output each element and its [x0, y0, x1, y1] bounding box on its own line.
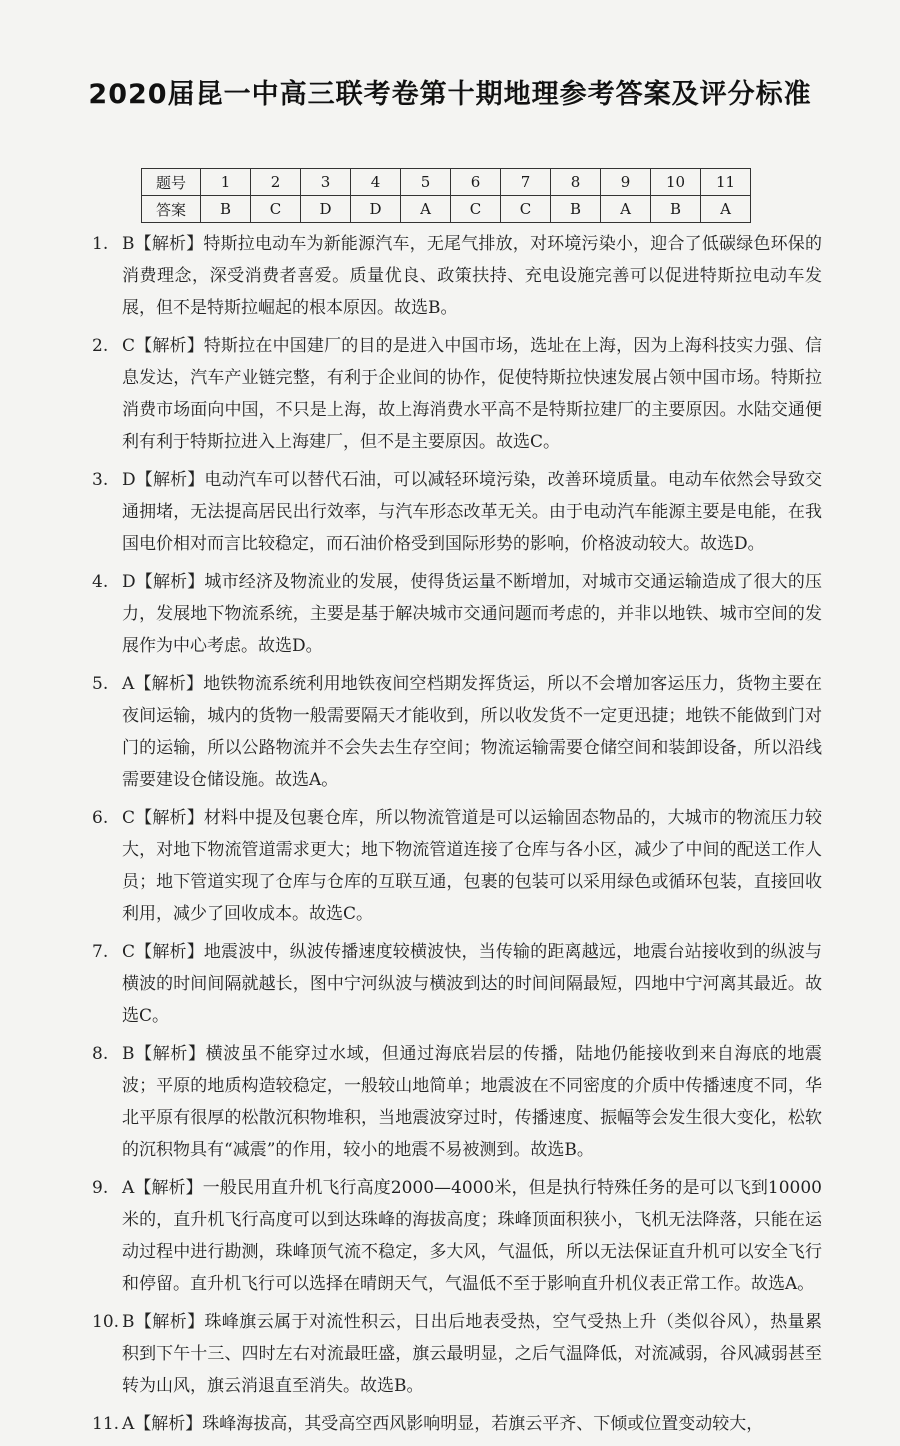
explanation-item [92, 1172, 822, 1300]
item-text: C【解析】材料中提及包裹仓库，所以物流管道是可以运输固态物品的，大城市的物流压力较大，对地下物流管道需求更大；地下物流管道连接了仓库与各小区，减少了中间的配送工作人员；地下管道实现了仓库与仓库的互联互通，包裹的包装可以采用绿色或循环包装，直接回收利用，减少了回收成本。故选C。 [122, 808, 822, 924]
explanation-item [92, 330, 822, 458]
question-number: 2 [251, 169, 301, 196]
item-number: 4. [92, 572, 109, 592]
table-row-label: 题号 [142, 169, 201, 196]
explanation-item [92, 1306, 822, 1402]
answer-cell: A [601, 196, 651, 223]
question-number: 4 [351, 169, 401, 196]
item-text: A【解析】一般民用直升机飞行高度2000—4000米，但是执行特殊任务的是可以飞到10000米的，直升机飞行高度可以到达珠峰的海拔高度；珠峰顶面积狭小，飞机无法降落，只能在运动过程中进行勘测，珠峰顶气流不稳定，多大风，气温低，所以无法保证直升机可以安全飞行和停留。直升机飞行可以选择在晴朗天气，气温低不至于影响直升机仪表正常工作。故选A。 [122, 1178, 822, 1294]
item-number: 6. [92, 808, 109, 828]
answer-cell: C [501, 196, 551, 223]
answer-table [141, 168, 751, 223]
question-number: 9 [601, 169, 651, 196]
item-number: 10. [92, 1312, 120, 1332]
answer-cell: A [701, 196, 751, 223]
explanation-item [92, 668, 822, 796]
explanation-item [92, 228, 822, 324]
item-text: A【解析】地铁物流系统利用地铁夜间空档期发挥货运，所以不会增加客运压力，货物主要在夜间运输，城内的货物一般需要隔天才能收到，所以收发货不一定更迅捷；地铁不能做到门对门的运输，所以公路物流并不会失去生存空间；物流运输需要仓储空间和装卸设备，所以沿线需要建设仓储设施。故选A。 [122, 674, 822, 790]
answer-cell: D [351, 196, 401, 223]
question-number: 7 [501, 169, 551, 196]
item-text: B【解析】特斯拉电动车为新能源汽车，无尾气排放，对环境污染小，迎合了低碳绿色环保的消费理念，深受消费者喜爱。质量优良、政策扶持、充电设施完善可以促进特斯拉电动车发展，但不是特斯拉崛起的根本原因。故选B。 [122, 234, 822, 318]
question-number: 10 [651, 169, 701, 196]
item-text: D【解析】城市经济及物流业的发展，使得货运量不断增加，对城市交通运输造成了很大的压力，发展地下物流系统，主要是基于解决城市交通问题而考虑的，并非以地铁、城市空间的发展作为中心考虑。故选D。 [122, 572, 822, 656]
answer-cell: B [551, 196, 601, 223]
item-number: 1. [92, 234, 109, 254]
question-number: 3 [301, 169, 351, 196]
item-number: 5. [92, 674, 109, 694]
table-row-label: 答案 [142, 196, 201, 223]
question-number: 11 [701, 169, 751, 196]
explanation-item [92, 802, 822, 930]
explanation-item [92, 936, 822, 1032]
question-number: 5 [401, 169, 451, 196]
item-text: C【解析】地震波中，纵波传播速度较横波快，当传输的距离越远，地震台站接收到的纵波与横波的时间间隔就越长，图中宁河纵波与横波到达的时间间隔最短，四地中宁河离其最近。故选C。 [122, 942, 822, 1026]
item-number: 9. [92, 1178, 109, 1198]
explanation-item [92, 566, 822, 662]
explanation-item [92, 1408, 822, 1440]
answer-table-answer-row [142, 196, 751, 223]
question-number: 6 [451, 169, 501, 196]
item-number: 11. [92, 1414, 120, 1434]
item-text: B【解析】横波虽不能穿过水域，但通过海底岩层的传播，陆地仍能接收到来自海底的地震波；平原的地质构造较稳定，一般较山地简单；地震波在不同密度的介质中传播速度不同，华北平原有很厚的松散沉积物堆积，当地震波穿过时，传播速度、振幅等会发生很大变化，松软的沉积物具有“减震”的作用，较小的地震不易被测到。故选B。 [122, 1044, 822, 1160]
item-text: D【解析】电动汽车可以替代石油，可以减轻环境污染，改善环境质量。电动车依然会导致交通拥堵，无法提高居民出行效率，与汽车形态改革无关。由于电动汽车能源主要是电能，在我国电价相对而言比较稳定，而石油价格受到国际形势的影响，价格波动较大。故选D。 [122, 470, 822, 554]
answer-cell: A [401, 196, 451, 223]
answer-cell: B [201, 196, 251, 223]
answer-cell: B [651, 196, 701, 223]
item-text: B【解析】珠峰旗云属于对流性积云，日出后地表受热，空气受热上升（类似谷风），热量累积到下午十三、四时左右对流最旺盛，旗云最明显，之后气温降低，对流减弱，谷风减弱甚至转为山风，旗云消退直至消失。故选B。 [122, 1312, 822, 1396]
explanation-list [92, 228, 822, 1446]
answer-cell: C [251, 196, 301, 223]
item-number: 7. [92, 942, 109, 962]
item-number: 3. [92, 470, 109, 490]
item-number: 8. [92, 1044, 109, 1064]
question-number: 8 [551, 169, 601, 196]
item-text: A【解析】珠峰海拔高，其受高空西风影响明显，若旗云平齐、下倾或位置变动较大， [122, 1414, 764, 1434]
answer-table-number-row [142, 169, 751, 196]
item-number: 2. [92, 336, 109, 356]
question-number: 1 [201, 169, 251, 196]
answer-cell: D [301, 196, 351, 223]
answer-cell: C [451, 196, 501, 223]
item-text: C【解析】特斯拉在中国建厂的目的是进入中国市场，选址在上海，因为上海科技实力强、信息发达，汽车产业链完整，有利于企业间的协作，促使特斯拉快速发展占领中国市场。特斯拉消费市场面向中国，不只是上海，故上海消费水平高不是特斯拉建厂的主要原因。水陆交通便利有利于特斯拉进入上海建厂，但不是主要原因。故选C。 [122, 336, 822, 452]
explanation-item [92, 1038, 822, 1166]
explanation-item [92, 464, 822, 560]
page-title: 2020届昆一中高三联考卷第十期地理参考答案及评分标准 [88, 79, 812, 110]
